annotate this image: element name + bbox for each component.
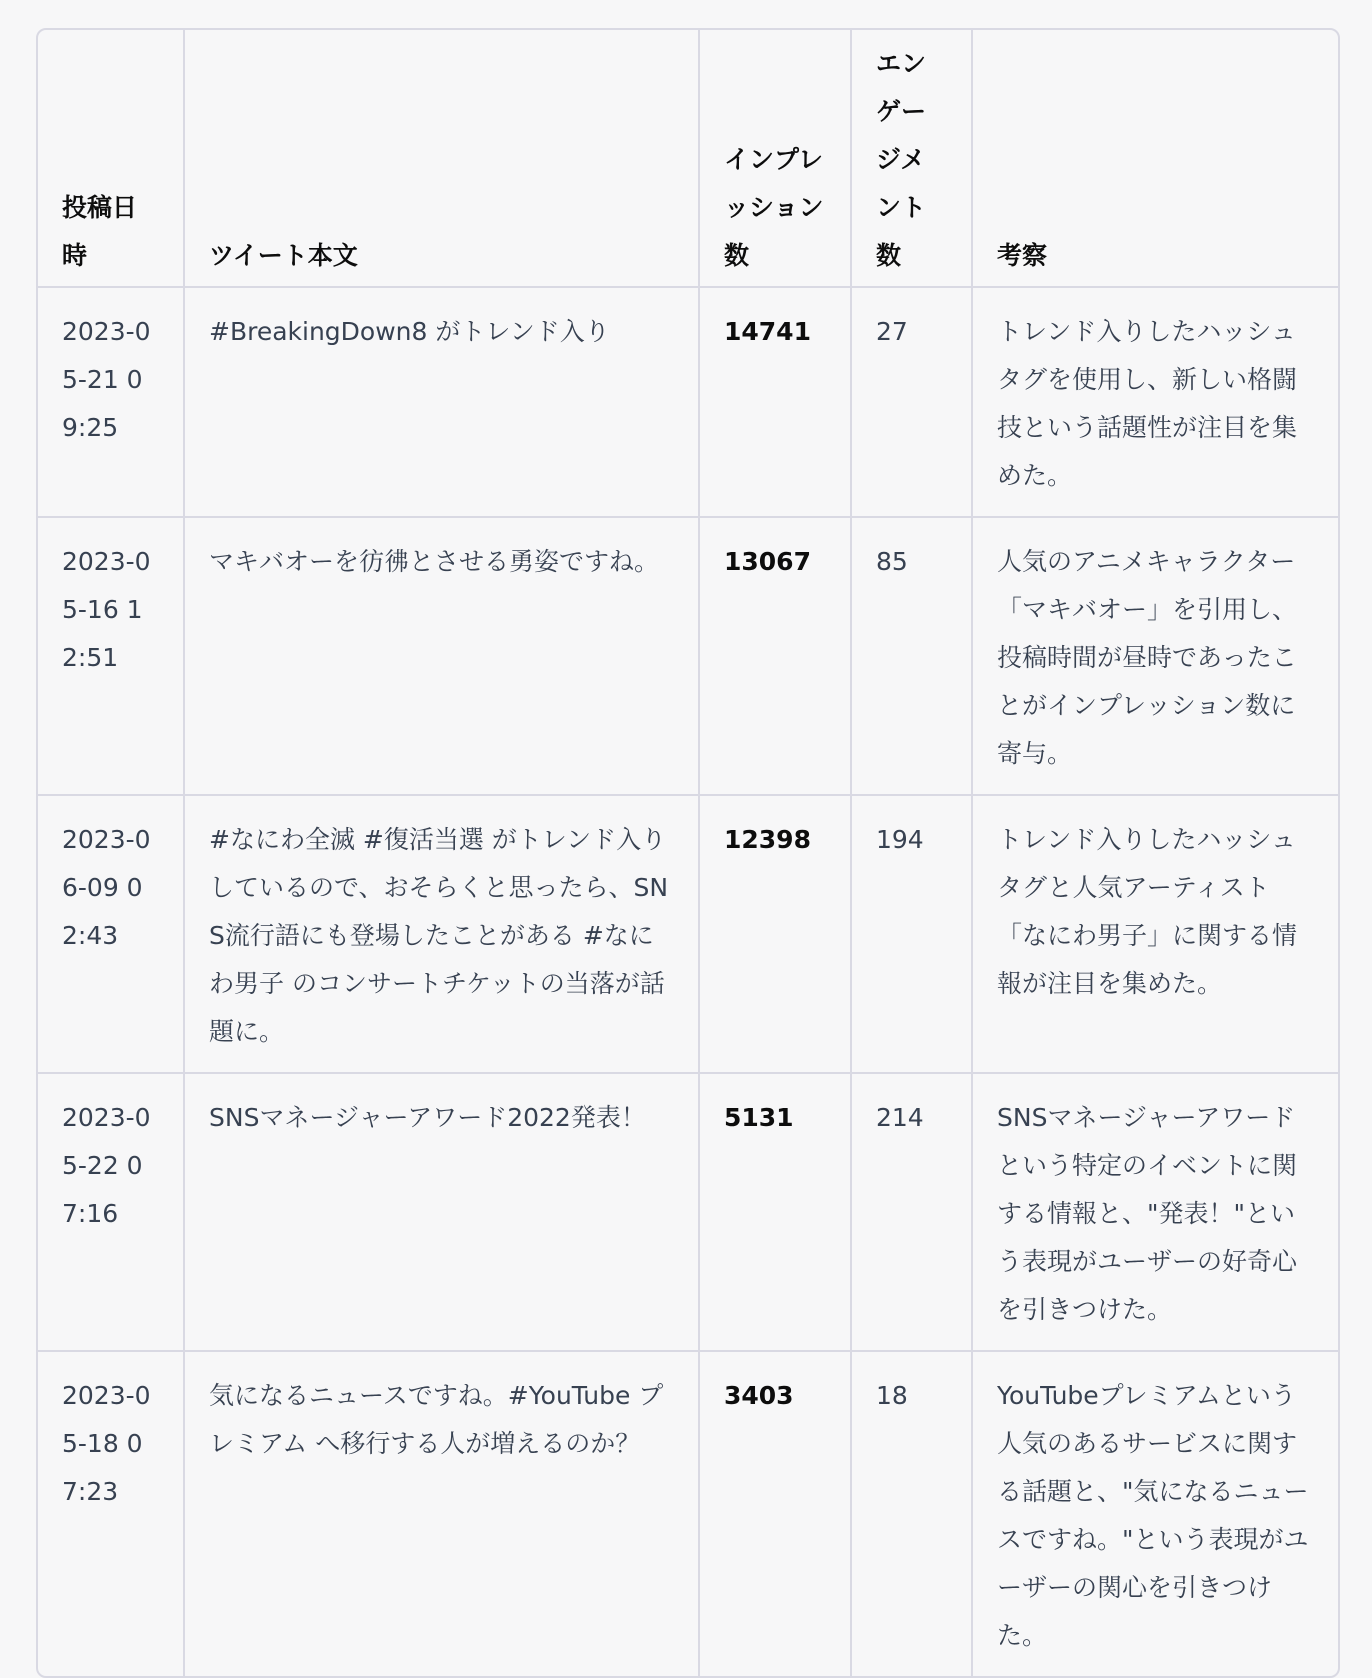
cell-date: 2023-05-16 12:51 [38,517,184,795]
header-analysis: 考察 [972,30,1340,287]
cell-engagements: 85 [851,517,972,795]
cell-engagements: 18 [851,1351,972,1676]
cell-engagements: 214 [851,1073,972,1351]
cell-impressions: 13067 [699,517,851,795]
cell-date: 2023-06-09 02:43 [38,795,184,1073]
table-row [38,795,1340,1073]
header-impressions: インプレッション数 [699,30,851,287]
cell-tweet-text: 気になるニュースですね。#YouTube プレミアム へ移行する人が増えるのか？ [184,1351,699,1676]
cell-impressions: 14741 [699,287,851,517]
cell-date: 2023-05-22 07:16 [38,1073,184,1351]
cell-engagements: 194 [851,795,972,1073]
cell-impressions: 5131 [699,1073,851,1351]
cell-analysis: トレンド入りしたハッシュタグと人気アーティスト「なにわ男子」に関する情報が注目を集めた。 [972,795,1340,1073]
table-row [38,1351,1340,1676]
cell-impressions: 12398 [699,795,851,1073]
tweet-analysis-table-container [36,28,1340,1678]
cell-analysis: 人気のアニメキャラクター「マキバオー」を引用し、投稿時間が昼時であったことがインプレッション数に寄与。 [972,517,1340,795]
table-row [38,1073,1340,1351]
cell-date: 2023-05-21 09:25 [38,287,184,517]
cell-tweet-text: マキバオーを彷彿とさせる勇姿ですね。 [184,517,699,795]
cell-engagements: 27 [851,287,972,517]
cell-impressions: 3403 [699,1351,851,1676]
table-header [38,30,1340,287]
cell-analysis: トレンド入りしたハッシュタグを使用し、新しい格闘技という話題性が注目を集めた。 [972,287,1340,517]
tweet-analysis-table [38,30,1340,1676]
cell-analysis: YouTubeプレミアムという人気のあるサービスに関する話題と、"気になるニュースですね。"という表現がユーザーの関心を引きつけた。 [997,1381,1309,1650]
table-row [38,517,1340,795]
cell-tweet-text: #BreakingDown8 がトレンド入り [184,287,699,517]
cell-date: 2023-05-18 07:23 [38,1351,184,1676]
cell-tweet-text: SNSマネージャーアワード2022発表！ [184,1073,699,1351]
header-engagements: エンゲージメント数 [851,30,972,287]
header-tweet-text: ツイート本文 [184,30,699,287]
cell-tweet-text: #なにわ全滅 #復活当選 がトレンド入りしているので、おそらくと思ったら、SNS流行語にも登場したことがある #なにわ男子 のコンサートチケットの当落が話題に。 [184,795,699,1073]
header-date: 投稿日時 [38,30,184,287]
header-row [38,30,1340,287]
table-body [38,287,1340,1676]
table-row [38,287,1340,517]
cell-analysis: SNSマネージャーアワードという特定のイベントに関する情報と、"発表！"という表現がユーザーの好奇心を引きつけた。 [972,1073,1340,1351]
